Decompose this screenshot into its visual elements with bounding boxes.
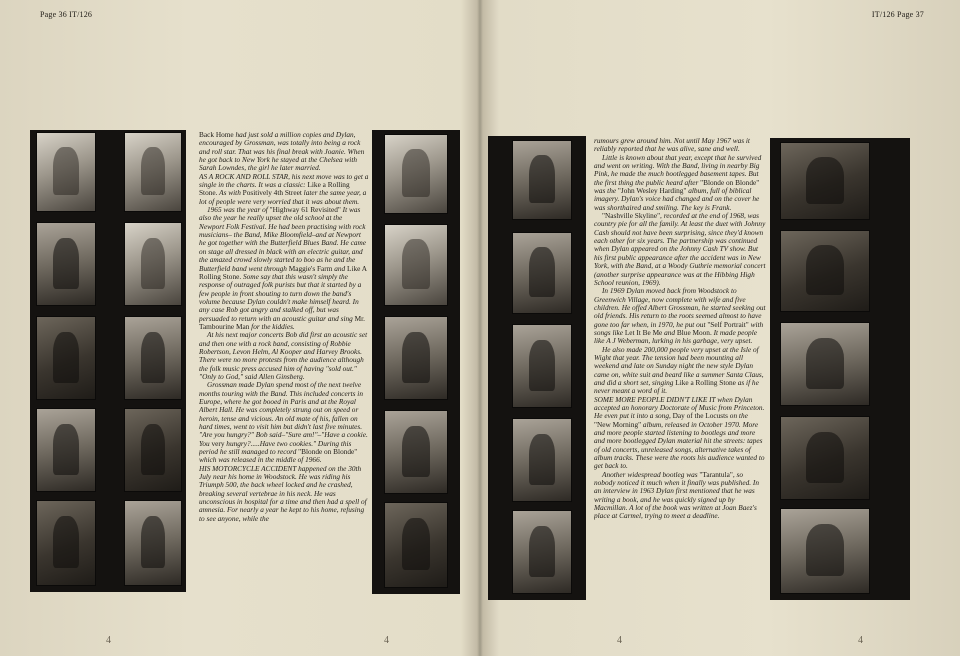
photo-dylan-close (780, 416, 870, 500)
page-mark: 4 (106, 635, 111, 646)
paragraph: Little is known about that year, except that he survived and went on writing. With the Band, living in nearby Big Pink, he made the much bootlegged basement tapes. But the first thing the public heard after "Blonde on Blonde" was the "John Wesley Harding" album, full of biblical imagery. Dylan's voice had changed and on the cover he was shorthaired and smiling. The key is Frank. (594, 152, 762, 212)
photo-street-couple (384, 502, 448, 588)
article-column-right (594, 137, 766, 597)
paragraph: AS A ROCK AND ROLL STAR, his next move was to get a single in the charts. It was a classic: Like a Rolling Stone. As with Positively 4th Street later the same year, a lot of people were very worried that it was about them. (199, 171, 369, 206)
photo-dylan-piano (512, 510, 572, 594)
photo-dylan-close (780, 142, 870, 220)
paragraph: In 1969 Dylan moved back from Woodstock to Greenwich Village, now complete with wife and five children. He offed Albert Grossman, he started seeking out old friends. His return to the roots seemed almost to have gone too far when, in 1970, he put out "Self Portrait" with songs like Let It Be Me and Blue Moon. It made people like A J Weberman, lurking in his garbage, very upset. (594, 286, 766, 346)
folio-left: Page 36 IT/126 (40, 10, 93, 19)
photo-street-scene (124, 222, 182, 306)
photo-dylan-guitar (36, 408, 96, 492)
photo-dylan-close (780, 230, 870, 312)
page-gutter (477, 0, 483, 656)
paragraph: At his next major concerts Bob did first an acoustic set and then one with a rock band, consisting of Robbie Robertson, Levon Helm, Al Kooper and Harvey Brooks. There were no more protests from the audience although the folk music press accused him of having "sold out." "Only to God," said Allen Ginsberg. (199, 330, 368, 381)
photo-dylan-studio (124, 500, 182, 586)
photo-dylan-close (780, 322, 870, 406)
page-mark: 4 (617, 635, 622, 646)
photo-dylan-studio (124, 408, 182, 492)
paragraph: He also made 200,000 people very upset at the Isle of Wight that year. The tension had been mounting all weekend and late on Sunday night the new style Dylan came on, white suit and beard like a summer Santa Claus, and did a short set, singing Like a Rolling Stone as if he never meant a word of it. (594, 344, 764, 396)
folio-right: IT/126 Page 37 (871, 10, 924, 19)
photo-dylan-portrait (36, 222, 96, 306)
photo-dylan-guitar (36, 316, 96, 400)
article-column-left (199, 131, 369, 595)
paragraph: Back Home had just sold a million copies and Dylan, encouraged by Grossman, was totally into being a rock and roll star. That was his final break with Joanie. When he got back to New York he stayed at the Chelsea with Sarah Lowndes, the girl he later married. (199, 131, 365, 173)
photo-dylan-piano (512, 418, 572, 502)
photo-dylan-close (780, 508, 870, 594)
photo-street-couple (384, 134, 448, 214)
photo-street-scene (124, 132, 182, 212)
photo-dylan-piano (512, 140, 572, 220)
photo-dylan-studio (124, 316, 182, 400)
photo-street-couple (384, 410, 448, 494)
photo-street-couple (384, 224, 448, 306)
paragraph: 1965 was the year of "Highway 61 Revisited" It was also the year he really upset the old school at the Newport Folk Festival. He had been practising with rock musicians– the Band, Mike Bloomfield–and at Newport he got together with the Butterfield Blues Band. He came on stage all dressed in black with an electric guitar, and the amazed crowd slowly started to boo as he and the Butterfield band went through Maggie's Farm and Like A Rolling Stone. Some say that this wasn't simply the response of outraged folk purists but that it started by a few people in front shouting to turn down the band's volume because Dylan couldn't make himself heard. In any case Rob got angry and stalked off, but was persuaded to return with an acoustic guitar and sing Mr. Tambourine Man for the kiddies. (199, 205, 367, 331)
paragraph: SOME MORE PEOPLE DIDN'T LIKE IT when Dylan accepted an honorary Doctorate of Music from Princeton. He even put it into a song, Day of the Locusts on the "New Morning" album, released in October 1970. More and more people started listening to bootlegs and more and more bootlegged Dylan material hit the streets: tapes of old concerts, unreleased songs, alternative takes of album tracks. These were the roots his audience wanted to get back to. (594, 394, 765, 471)
paragraph: Another widespread bootleg was "Tarantula", so nobody noticed it much when it finally was published. In an interview in 1963 Dylan first mentioned that he was writing a book, and he was quickly signed up by Macmillan. A lot of the book was written at Joan Baez's place at Carmel, trying to meet a deadline. (594, 469, 759, 521)
page-mark: 4 (858, 635, 863, 646)
photo-dylan-piano (512, 324, 572, 408)
page-mark: 4 (384, 635, 389, 646)
paragraph: rumours grew around him. Not until May 1967 was it reliably reported that he was alive, sane and well. (594, 137, 750, 154)
photo-dylan-guitar (36, 500, 96, 586)
paragraph: HIS MOTORCYCLE ACCIDENT happened on the 30th July near his home in Woodstock. He was riding his Triumph 500, the back wheel locked and he crashed, breaking several vertebrae in his neck. He was unconscious in hospital for a time and then had a spell of amnesia. For nearly a year he kept to his home, refusing to see anyone, while the (199, 463, 367, 523)
paragraph: "Nashville Skyline", recorded at the end of 1968, was country pie for all the family. At least the duet with Johnny Cash should not have been surprising, since they'd known each other for six years. The partnership was continued when Dylan appeared on the Johnny Cash TV show. But his first public appearance after the accident was in New York, with the Band, at a Woody Guthrie memorial concert (another surprise appearance was at the Hibbing High School reunion, 1969). (594, 211, 766, 287)
photo-street-couple (384, 316, 448, 400)
paragraph: Grossman made Dylan spend most of the next twelve months touring with the Band. This included concerts in Europe, where he got booed in Paris and at the Royal Albert Hall. He was completely strung out on speed or heroin, tense and vicious. An old mate of his, fallen on hard times, went to visit him but didn't last five minutes. "Are you hungry?" Bob said–"Sure am!"–"Have a cookie. You very hungry?.....Have two cookies." During this period he still managed to record "Blonde on Blonde" which was released in the middle of 1966. (199, 380, 368, 465)
photo-dylan-portrait (36, 132, 96, 212)
photo-dylan-piano (512, 232, 572, 314)
